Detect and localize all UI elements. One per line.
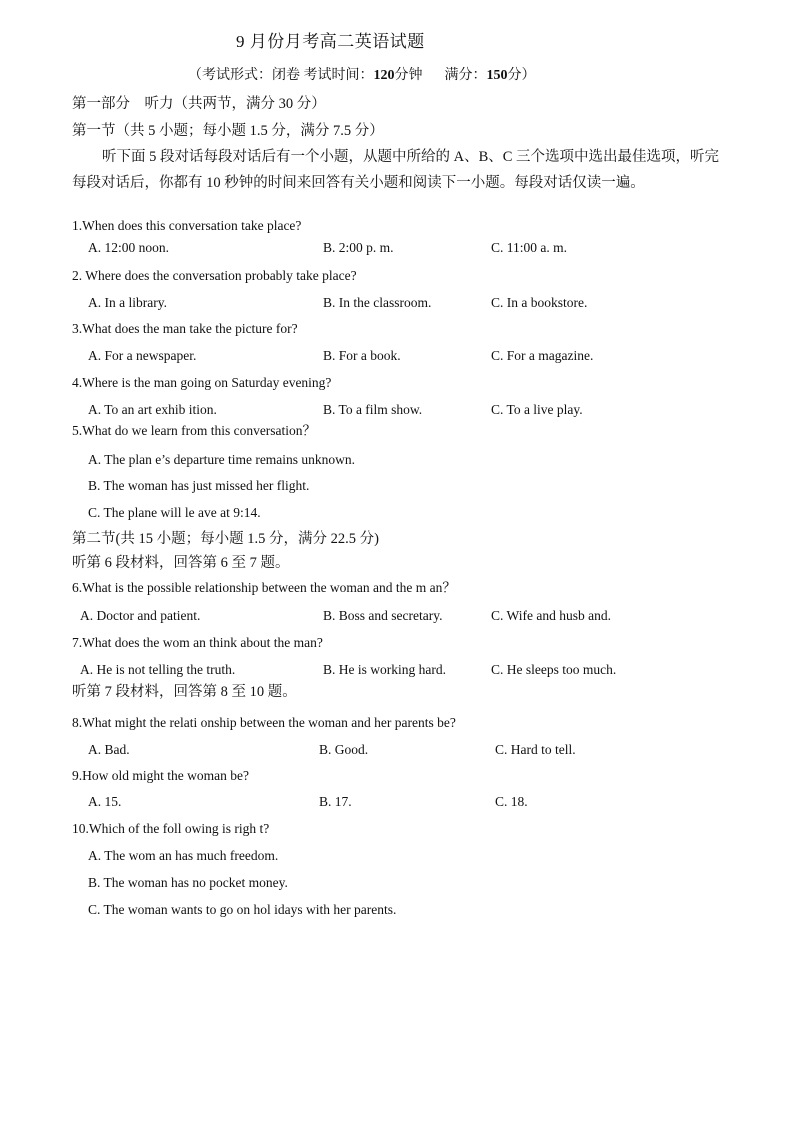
q5-option-b: B. The woman has just missed her flight. bbox=[88, 478, 310, 493]
question-1: 1.When does this conversation take place? bbox=[72, 218, 302, 233]
section2-heading: 第二节(共 15 小题；每小题 1.5 分，满分 22.5 分) bbox=[72, 531, 379, 547]
q2-option-b: B. In the classroom. bbox=[323, 295, 432, 310]
question-2: 2. Where does the conversation probably take place? bbox=[72, 268, 357, 283]
exam-time-unit: 分钟 bbox=[394, 68, 423, 83]
q10-option-c: C. The woman wants to go on hol idays with her parents. bbox=[88, 902, 397, 917]
q6-option-b: B. Boss and secretary. bbox=[323, 608, 443, 623]
q9-option-a: A. 15. bbox=[88, 794, 122, 809]
q9-option-c: C. 18. bbox=[495, 794, 528, 809]
listen-7-instruction: 听第 7 段材料，回答第 8 至 10 题。 bbox=[72, 684, 297, 700]
q5-option-a: A. The plan e’s departure time remains unknown. bbox=[88, 452, 356, 467]
q1-option-b: B. 2:00 p. m. bbox=[323, 240, 394, 255]
question-4: 4.Where is the man going on Saturday evening? bbox=[72, 375, 332, 390]
exam-info bbox=[188, 66, 536, 86]
exam-time: 120 bbox=[373, 68, 395, 83]
q3-option-b: B. For a book. bbox=[323, 348, 401, 363]
q8-option-c: C. Hard to tell. bbox=[495, 742, 576, 757]
q1-option-a: A. 12:00 noon. bbox=[88, 240, 169, 255]
question-5: 5.What do we learn from this conversation？ bbox=[72, 423, 317, 438]
question-3: 3.What does the man take the picture for? bbox=[72, 321, 298, 336]
question-6: 6.What is the possible relationship between the woman and the m an？ bbox=[72, 580, 456, 595]
q1-option-c: C. 11:00 a. m. bbox=[491, 240, 567, 255]
q7-option-c: C. He sleeps too much. bbox=[491, 662, 617, 677]
q9-option-b: B. 17. bbox=[319, 794, 352, 809]
q7-option-b: B. He is working hard. bbox=[323, 662, 446, 677]
q3-option-a: A. For a newspaper. bbox=[88, 348, 197, 363]
part1-heading: 第一部分 听力（共两节，满分 30 分） bbox=[72, 96, 326, 112]
question-10: 10.Which of the foll owing is righ t? bbox=[72, 821, 270, 836]
listen-6-instruction: 听第 6 段材料，回答第 6 至 7 题。 bbox=[72, 555, 290, 571]
q10-option-b: B. The woman has no pocket money. bbox=[88, 875, 288, 890]
q10-option-a: A. The wom an has much freedom. bbox=[88, 848, 279, 863]
exam-info-close: 分） bbox=[507, 68, 536, 83]
exam-score: 150 bbox=[486, 68, 508, 83]
q4-option-b: B. To a film show. bbox=[323, 402, 423, 417]
question-7: 7.What does the wom an think about the man? bbox=[72, 635, 323, 650]
exam-score-label: 满分： bbox=[444, 68, 487, 83]
q4-option-a: A. To an art exhib ition. bbox=[88, 402, 217, 417]
q2-option-c: C. In a bookstore. bbox=[491, 295, 588, 310]
instructions: 听下面 5 段对话每段对话后有一个小题，从题中所给的 A、B、C 三个选项中选出最佳选项，听完每段对话后，你都有 10 秒钟的时间来回答有关小题和阅读下一小题。每段对话仅读一遍。 bbox=[72, 149, 720, 191]
q3-option-c: C. For a magazine. bbox=[491, 348, 594, 363]
q5-option-c: C. The plane will le ave at 9:14. bbox=[88, 505, 261, 520]
question-8: 8.What might the relati onship between the woman and her parents be? bbox=[72, 715, 456, 730]
exam-info-open: （考试形式：闭卷 考试时间： bbox=[188, 68, 374, 83]
section1-heading: 第一节（共 5 小题；每小题 1.5 分，满分 7.5 分） bbox=[72, 123, 384, 139]
q7-option-a: A. He is not telling the truth. bbox=[80, 662, 236, 677]
q6-option-a: A. Doctor and patient. bbox=[80, 608, 201, 623]
q4-option-c: C. To a live play. bbox=[491, 402, 583, 417]
q8-option-a: A. Bad. bbox=[88, 742, 130, 757]
q8-option-b: B. Good. bbox=[319, 742, 369, 757]
question-9: 9.How old might the woman be? bbox=[72, 768, 249, 783]
q6-option-c: C. Wife and husb and. bbox=[491, 608, 611, 623]
q2-option-a: A. In a library. bbox=[88, 295, 167, 310]
exam-title: 9 月份月考高二英语试题 bbox=[236, 32, 425, 51]
